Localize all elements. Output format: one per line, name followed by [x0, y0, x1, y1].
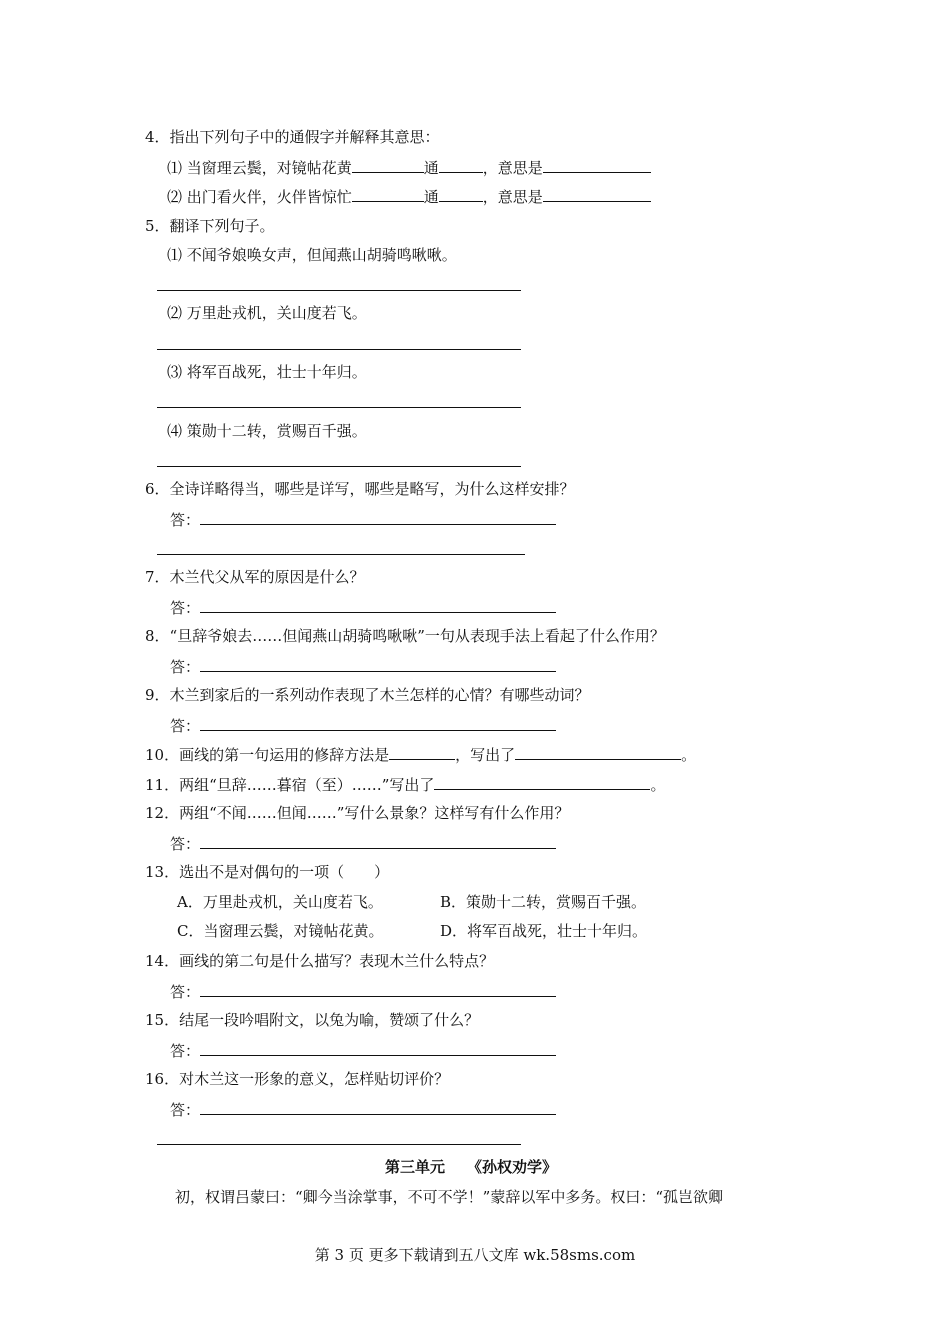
q11-text-b: 。 [650, 776, 666, 794]
answer-row [170, 656, 556, 677]
q5-sentence-3: ⑶ 将军百战死，壮士十年归。 [167, 363, 367, 381]
option-a[interactable]: A．万里赴戎机，关山度若飞。 [177, 893, 383, 911]
q10-text-a: 10．画线的第一句运用的修辞方法是 [145, 746, 390, 764]
answer-row [170, 981, 556, 1002]
q10-text-b: ，写出了 [455, 746, 516, 764]
q5-sentence-2: ⑵ 万里赴戎机，关山度若飞。 [167, 304, 367, 322]
q4-s2-text: ⑵ 出门看火伴，火伴皆惊忙 [167, 188, 352, 206]
answer-blank[interactable] [200, 981, 556, 997]
answer-blank[interactable] [200, 509, 556, 525]
answer-blank[interactable] [200, 833, 556, 849]
q8-text: 8．“旦辞爷娘去……但闻燕山胡骑鸣啾啾”一句从表现手法上看起了什么作用？ [145, 627, 665, 645]
answer-line[interactable] [157, 407, 521, 408]
tong-label: 通 [423, 188, 439, 206]
answer-label: 答： [170, 835, 201, 853]
answer-label: 答： [170, 717, 201, 735]
q4-sentence-2 [167, 186, 651, 207]
yisi-label: ，意思是 [482, 159, 543, 177]
q7-text: 7．木兰代父从军的原因是什么？ [145, 568, 365, 586]
q10-row [145, 744, 696, 765]
answer-label: 答： [170, 1042, 201, 1060]
answer-line[interactable] [157, 1144, 521, 1145]
blank-tongjia-1[interactable] [352, 157, 424, 173]
q4-title: 4．指出下列句子中的通假字并解释其意思： [145, 128, 440, 146]
answer-blank[interactable] [200, 597, 556, 613]
passage-line: 初，权谓吕蒙曰：“卿今当涂掌事，不可不学！”蒙辞以军中多务。权曰：“孤岂欲卿 [175, 1188, 724, 1206]
blank-tongjia-2[interactable] [352, 186, 424, 202]
blank-benzi-1[interactable] [439, 157, 483, 173]
option-b[interactable]: B．策勋十二转，赏赐百千强。 [440, 893, 647, 911]
q6-text: 6．全诗详略得当，哪些是详写，哪些是略写，为什么这样安排？ [145, 480, 575, 498]
lesson-title: 《孙权劝学》 [467, 1158, 558, 1176]
answer-row [170, 1040, 556, 1061]
answer-blank[interactable] [200, 1040, 556, 1056]
q10-text-c: 。 [681, 746, 697, 764]
q15-text: 15．结尾一段吟唱附文，以兔为喻，赞颂了什么？ [145, 1011, 480, 1029]
q13-title: 13．选出不是对偶句的一项（ ） [145, 863, 390, 881]
q5-sentence-4: ⑷ 策勋十二转，赏赐百千强。 [167, 422, 367, 440]
blank-q11[interactable] [434, 774, 650, 790]
q14-text: 14．画线的第二句是什么描写？表现木兰什么特点？ [145, 952, 495, 970]
q4-sentence-1 [167, 157, 651, 178]
q4-s1-text: ⑴ 当窗理云鬓，对镜帖花黄 [167, 159, 352, 177]
yisi-label: ，意思是 [482, 188, 543, 206]
q16-text: 16．对木兰这一形象的意义，怎样贴切评价？ [145, 1070, 450, 1088]
answer-blank[interactable] [200, 715, 556, 731]
option-c[interactable]: C．当窗理云鬓，对镜帖花黄。 [177, 922, 384, 940]
q11-row [145, 774, 665, 795]
q5-sentence-1: ⑴ 不闻爷娘唤女声，但闻燕山胡骑鸣啾啾。 [167, 246, 457, 264]
blank-benzi-2[interactable] [439, 186, 483, 202]
tong-label: 通 [423, 159, 439, 177]
answer-label: 答： [170, 511, 201, 529]
answer-blank[interactable] [200, 656, 556, 672]
q12-text: 12．两组“不闻……但闻……”写什么景象？这样写有什么作用？ [145, 804, 570, 822]
blank-content[interactable] [515, 744, 681, 760]
answer-line[interactable] [157, 554, 525, 555]
answer-row [170, 597, 556, 618]
answer-label: 答： [170, 1101, 201, 1119]
answer-label: 答： [170, 658, 201, 676]
q5-title: 5．翻译下列句子。 [145, 217, 275, 235]
q9-text: 9．木兰到家后的一系列动作表现了木兰怎样的心情？有哪些动词？ [145, 686, 590, 704]
answer-blank[interactable] [200, 1099, 556, 1115]
q11-text-a: 11．两组“旦辞……暮宿（至）……”写出了 [145, 776, 435, 794]
answer-label: 答： [170, 599, 201, 617]
section-heading [385, 1157, 557, 1177]
answer-line[interactable] [157, 466, 521, 467]
blank-meaning-2[interactable] [543, 186, 651, 202]
answer-row [170, 833, 556, 854]
option-d[interactable]: D．将军百战死，壮士十年归。 [440, 922, 648, 940]
blank-rhetoric[interactable] [389, 744, 455, 760]
answer-row [170, 1099, 556, 1120]
answer-line[interactable] [157, 290, 521, 291]
answer-label: 答： [170, 983, 201, 1001]
page-footer: 第 3 页 更多下载请到五八文库 wk.58sms.com [314, 1246, 636, 1264]
answer-row [170, 715, 556, 736]
unit-label: 第三单元 [385, 1158, 446, 1176]
answer-line[interactable] [157, 349, 521, 350]
answer-row [170, 509, 556, 530]
blank-meaning-1[interactable] [543, 157, 651, 173]
